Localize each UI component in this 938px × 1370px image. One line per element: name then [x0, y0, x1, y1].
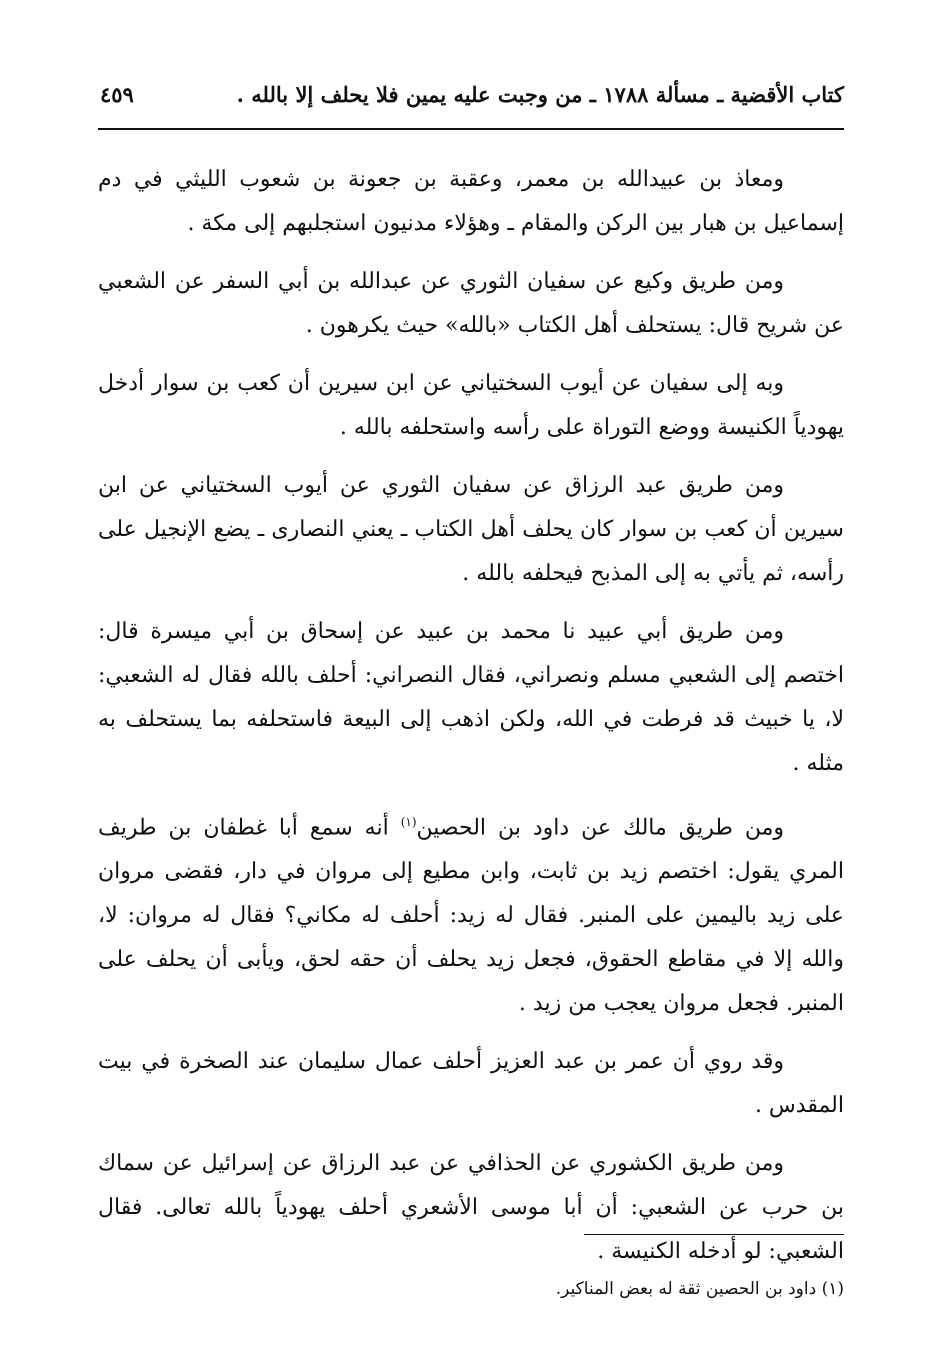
paragraph: وبه إلى سفيان عن أيوب السختياني عن ابن سيرين أن كعب بن سوار أدخل يهودياً الكنيسة ووضع التوراة على رأسه واستحلفه بالله .: [98, 371, 844, 440]
paragraph: وقد روي أن عمر بن عبد العزيز أحلف عمال سليمان عند الصخرة في بيت المقدس .: [98, 1049, 844, 1119]
paragraph: ومن طريق عبد الرزاق عن سفيان الثوري عن أيوب السختياني عن ابن سيرين أن كعب بن سوار كان يحلف أهل الكتاب ـ يعني النصارى ـ يضع الإنجيل على رأسه، ثم يأتي به إلى المذبح فيحلفه بالله .: [98, 473, 844, 586]
footnote-divider: [584, 1234, 844, 1235]
footnote-marker: (١): [400, 815, 417, 829]
paragraph: ومعاذ بن عبيدالله بن معمر، وعقبة بن جعونة بن شعوب الليثي في دم إسماعيل بن هبار بين الركن والمقام ـ وهؤلاء مدنيون استجلبهم إلى مكة .: [98, 167, 844, 236]
main-text: [98, 158, 844, 1288]
paragraph: ومن طريق وكيع عن سفيان الثوري عن عبدالله بن أبي السفر عن الشعبي عن شريح قال: يستحلف أهل الكتاب «بالله» حيث يكرهون .: [98, 269, 844, 338]
paragraph: ومن طريق أبي عبيد نا محمد بن عبيد عن إسحاق بن أبي ميسرة قال: اختصم إلى الشعبي مسلم ونصراني، فقال النصراني: أحلف بالله فقال له الشعبي: لا، يا خبيث قد فرطت في الله، ولكن اذهب إلى البيعة فاستحلفه بما يستحلف به مثله .: [98, 619, 844, 776]
header-divider: [98, 128, 844, 130]
paragraph-with-footnote: [98, 800, 844, 1026]
header-title: كتاب الأقضية ـ مسألة ١٧٨٨ ـ من وجبت عليه يمين فلا يحلف إلا بالله .: [236, 82, 844, 107]
paragraph-text-end: أنه سمع أبا غطفان بن طريف المري يقول: اختصم زيد بن ثابت، وابن مطيع إلى مروان في دار، فقضى مروان على زيد باليمين على المنبر. فقال له زيد: أحلف له مكاني؟ فقال له مروان: لا، والله إلا في مقاطع الحقوق، فجعل زيد يحلف أن حقه لحق، ويأبى أن يحلف على المنبر. فجعل مروان يعجب من زيد .: [98, 815, 844, 1017]
running-header: [98, 78, 844, 122]
footnote: (١) داود بن الحصين ثقة له بعض المناكير.: [555, 1279, 844, 1299]
paragraph-text-start: ومن طريق مالك عن داود بن الحصين: [416, 815, 784, 841]
page-number: ٤٥٩: [100, 82, 134, 107]
paragraph: ومن طريق الكشوري عن الحذافي عن عبد الرزاق عن إسرائيل عن سماك بن حرب عن الشعبي: أن أبا موسى الأشعري أحلف يهودياً بالله تعالى. فقال الشعبي: لو أدخله الكنيسة .: [98, 1151, 844, 1265]
